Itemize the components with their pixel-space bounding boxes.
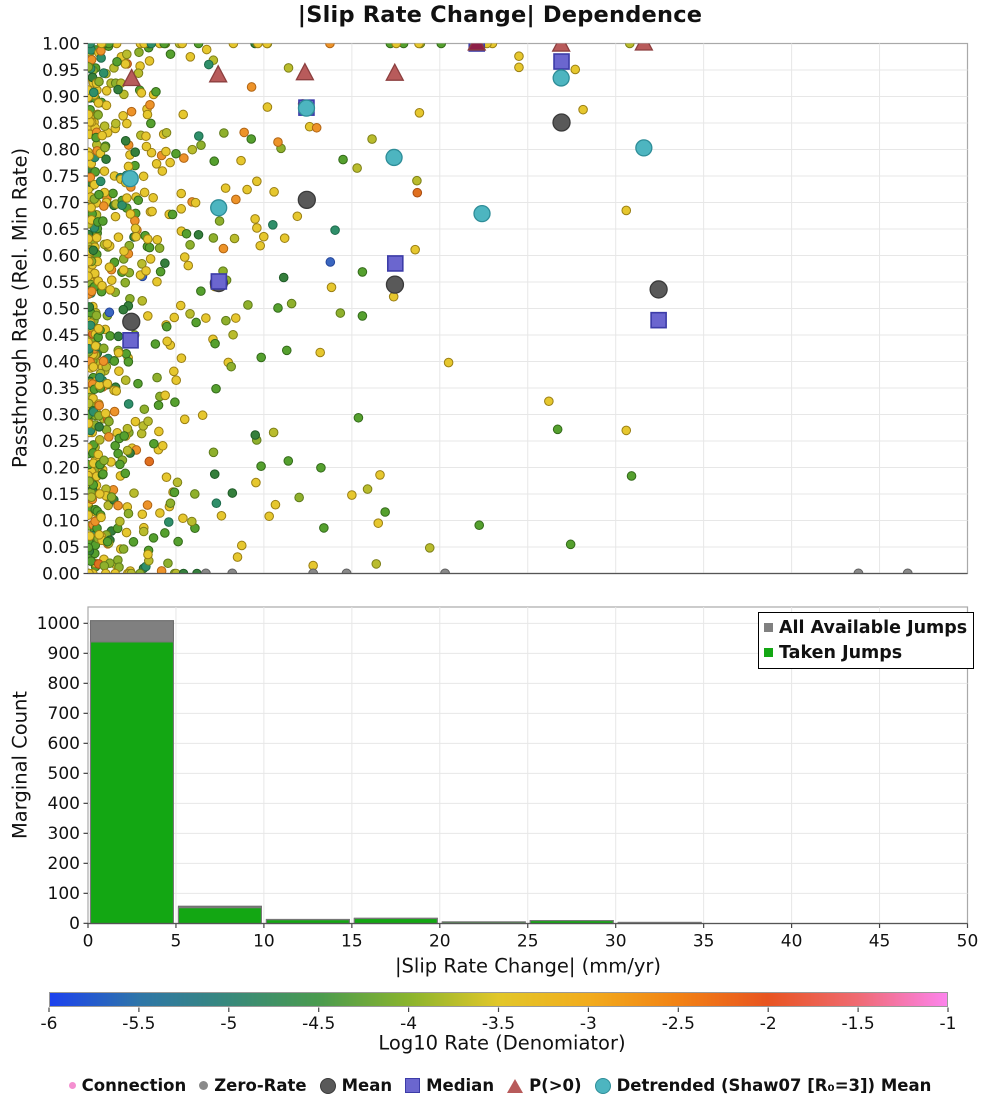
hist-y-ticks (37, 614, 88, 934)
hist-x-tick-label: 25 (516, 931, 539, 952)
scatter-y-tick-label: 0.90 (42, 87, 80, 108)
hist-y-tick-label: 300 (47, 824, 80, 845)
colorbar-tick-label: -1.5 (841, 1014, 875, 1034)
p-gt-0-triangle-icon (507, 1079, 523, 1093)
colorbar-tick-label: -5 (220, 1014, 238, 1034)
scatter-y-tick-label: 0.10 (42, 511, 80, 532)
scatter-y-tick-label: 0.00 (42, 564, 80, 585)
scatter-y-tick-label: 0.20 (42, 458, 80, 479)
scatter-y-tick-label: 1.00 (42, 34, 80, 55)
histogram-y-axis-label: Marginal Count (8, 690, 32, 840)
scatter-y-tick-label: 0.70 (42, 193, 80, 214)
scatter-y-axis-label: Passthrough Rate (Rel. Min Rate) (8, 147, 32, 469)
hist-x-tick-label: 40 (780, 931, 803, 952)
histogram-legend (758, 612, 974, 669)
hist-y-tick-label: 100 (47, 884, 80, 905)
hist-y-tick-label: 700 (47, 704, 80, 725)
legend-item-all-available-jumps (764, 615, 967, 640)
scatter-y-tick-label: 0.80 (42, 140, 80, 161)
legend-item-mean: Mean (320, 1076, 393, 1095)
hist-y-tick-label: 600 (47, 734, 80, 755)
scatter-y-tick-label: 0.50 (42, 299, 80, 320)
colorbar-tick-label: -3 (579, 1014, 597, 1034)
scatter-y-tick-label: 0.40 (42, 352, 80, 373)
colorbar-tick-label: -6 (40, 1014, 58, 1034)
legend-item-median: Median (405, 1076, 494, 1095)
colorbar-tick-label: -1 (939, 1014, 957, 1034)
legend-item-zero-rate: Zero-Rate (199, 1076, 306, 1095)
hist-x-tick-label: 5 (170, 931, 182, 952)
scatter-y-tick-label: 0.75 (42, 166, 80, 187)
legend-label: All Available Jumps (779, 617, 968, 638)
scatter-y-tick-label: 0.05 (42, 537, 80, 558)
colorbar (49, 992, 948, 1007)
colorbar-tick-label: -4 (400, 1014, 418, 1034)
hist-x-tick-label: 50 (956, 931, 979, 952)
marker-legend (0, 1071, 1000, 1100)
hist-y-tick-label: 400 (47, 794, 80, 815)
colorbar-tick-label: -5.5 (122, 1014, 156, 1034)
zero-rate-dot-icon (199, 1081, 208, 1090)
scatter-gridlines (88, 44, 968, 574)
scatter-y-tick-label: 0.95 (42, 60, 80, 81)
median-square-icon (405, 1078, 420, 1093)
legend-label: Taken Jumps (779, 642, 903, 663)
hist-x-tick-label: 35 (692, 931, 715, 952)
colorbar-tick-label: -2 (759, 1014, 777, 1034)
scatter-y-tick-label: 0.25 (42, 431, 80, 452)
scatter-y-ticks (42, 34, 88, 584)
legend-item-p-gt-0: P(>0) (507, 1076, 581, 1095)
hist-x-tick-label: 45 (868, 931, 891, 952)
hist-x-tick-label: 20 (428, 931, 451, 952)
colorbar-tick-label: -2.5 (661, 1014, 695, 1034)
connection-dot-icon (69, 1082, 76, 1089)
hist-y-tick-label: 200 (47, 854, 80, 875)
colorbar-label: Log10 Rate (Denomiator) (378, 1031, 626, 1055)
mean-circle-icon (320, 1078, 336, 1094)
colorbar-ticks (49, 1008, 948, 1013)
all-available-jumps-swatch-icon (764, 623, 773, 632)
taken-jumps-swatch-icon (764, 648, 773, 657)
hist-x-tick-label: 15 (341, 931, 363, 952)
chart-title: |Slip Rate Change| Dependence (297, 2, 703, 28)
hist-x-tick-label: 10 (253, 931, 275, 952)
hist-x-tick-label: 0 (82, 931, 94, 952)
hist-y-tick-label: 800 (47, 674, 80, 695)
colorbar-tick-label: -4.5 (302, 1014, 336, 1034)
hist-y-tick-label: 900 (47, 644, 80, 665)
hist-y-tick-label: 0 (69, 914, 80, 935)
detrended-circle-icon (595, 1078, 611, 1094)
legend-item-connection: Connection (69, 1076, 187, 1095)
legend-item-detrended: Detrended (Shaw07 [R₀=3]) Mean (595, 1076, 932, 1095)
scatter-y-tick-label: 0.15 (42, 484, 80, 505)
hist-y-tick-label: 500 (47, 764, 80, 785)
scatter-y-tick-label: 0.30 (42, 405, 80, 426)
scatter-y-tick-label: 0.35 (42, 378, 80, 399)
scatter-y-tick-label: 0.60 (42, 246, 80, 267)
colorbar-tick-label: -3.5 (481, 1014, 516, 1034)
hist-x-ticks (83, 924, 979, 952)
scatter-y-tick-label: 0.45 (42, 325, 80, 346)
legend-item-taken-jumps (764, 640, 967, 665)
scatter-y-tick-label: 0.55 (42, 272, 80, 293)
hist-x-tick-label: 30 (604, 931, 627, 952)
scatter-y-tick-label: 0.65 (42, 219, 80, 240)
x-axis-label: |Slip Rate Change| (mm/yr) (394, 954, 662, 978)
hist-y-tick-label: 1000 (36, 614, 80, 635)
scatter-y-tick-label: 0.85 (42, 113, 80, 134)
